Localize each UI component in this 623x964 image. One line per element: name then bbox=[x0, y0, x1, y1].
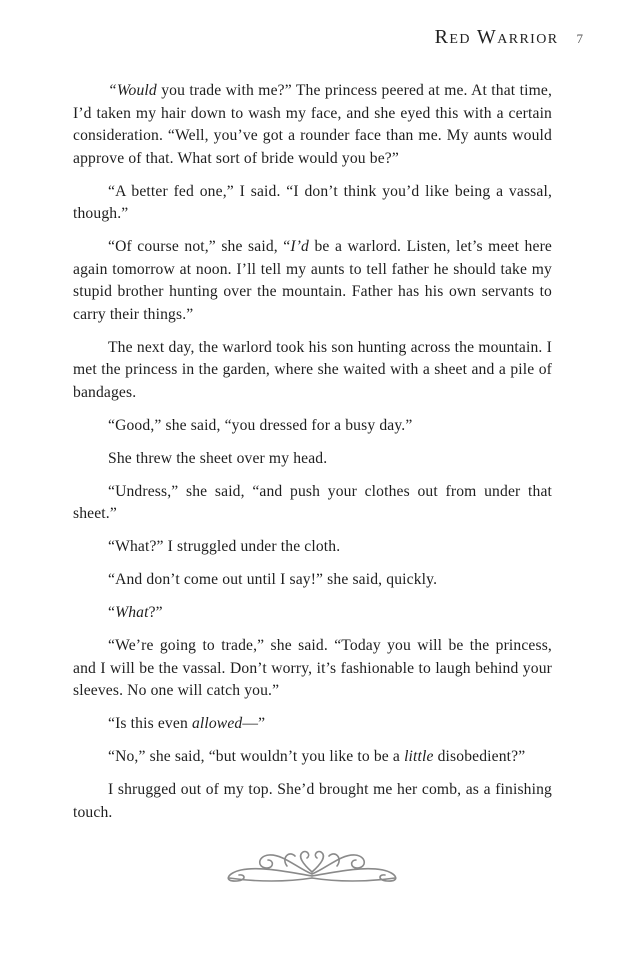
text-run: I shrugged out of my top. She’d brought me her comb, as a finishing touch. bbox=[73, 781, 552, 821]
book-title: Red Warrior bbox=[434, 26, 559, 48]
text-run: “Of course not,” she said, “ bbox=[108, 238, 291, 255]
text-run: “Is this even bbox=[108, 715, 192, 732]
flourish-ornament-icon bbox=[217, 846, 407, 884]
text-run: ?” bbox=[148, 604, 163, 621]
text-run: “ bbox=[108, 604, 116, 621]
text-run: “What?” I struggled under the cloth. bbox=[108, 538, 341, 555]
ornament-strokes bbox=[228, 852, 395, 882]
paragraph bbox=[73, 602, 552, 625]
text-italic: What bbox=[115, 604, 149, 621]
paragraph bbox=[73, 181, 552, 226]
paragraph bbox=[73, 415, 552, 438]
paragraph bbox=[73, 80, 552, 170]
text-run: “Undress,” she said, “and push your clothes out from under that sheet.” bbox=[73, 482, 552, 522]
text-run: disobedient?” bbox=[433, 748, 526, 765]
paragraph bbox=[73, 635, 552, 703]
paragraph bbox=[73, 569, 552, 592]
text-run: “A better fed one,” I said. “I don’t think you’d like being a vassal, though.” bbox=[73, 182, 552, 222]
paragraph bbox=[73, 236, 552, 326]
text-run: “Good,” she said, “you dressed for a busy day.” bbox=[108, 416, 413, 434]
text-run: “And don’t come out until I say!” she said, quickly. bbox=[108, 571, 438, 588]
paragraph bbox=[73, 746, 552, 769]
text-italic: allowed bbox=[191, 715, 243, 732]
text-italic: “Would bbox=[108, 82, 157, 99]
paragraph bbox=[73, 448, 552, 471]
text-run: She threw the sheet over my head. bbox=[108, 449, 328, 467]
text-italic: I’d bbox=[290, 238, 309, 255]
paragraph bbox=[73, 481, 552, 526]
text-run: —” bbox=[242, 715, 266, 732]
paragraph bbox=[73, 713, 552, 736]
text-run: “We’re going to trade,” she said. “Today you will be the princess, and I will be the vassal. Don’t worry, it’s fashionable to laugh behind your sleeves. No one will catch you.” bbox=[73, 637, 552, 699]
body-text bbox=[73, 80, 552, 835]
text-run: “No,” she said, “but wouldn’t you like to be a bbox=[108, 748, 405, 765]
paragraph bbox=[73, 337, 552, 405]
text-run: be a warlord. Listen, let’s meet here again tomorrow at noon. I’ll tell my aunts to tell father he should take my stupid brother hunting over the mountain. Father has his own servants to carry their things.” bbox=[73, 238, 552, 323]
page-number: 7 bbox=[576, 31, 583, 46]
text-run: you trade with me?” The princess peered at me. At that time, I’d taken my hair down to wash my face, and she eyed this with a certain consideration. “Well, you’ve got a rounder face than me. My aunts would approve of that. What sort of bride would you be?” bbox=[73, 82, 552, 167]
paragraph bbox=[73, 779, 552, 824]
paragraph bbox=[73, 536, 552, 559]
text-italic: little bbox=[404, 748, 434, 765]
text-run: The next day, the warlord took his son hunting across the mountain. I met the princess in the garden, where she waited with a sheet and a pile of bandages. bbox=[73, 338, 552, 401]
running-header bbox=[435, 26, 583, 49]
